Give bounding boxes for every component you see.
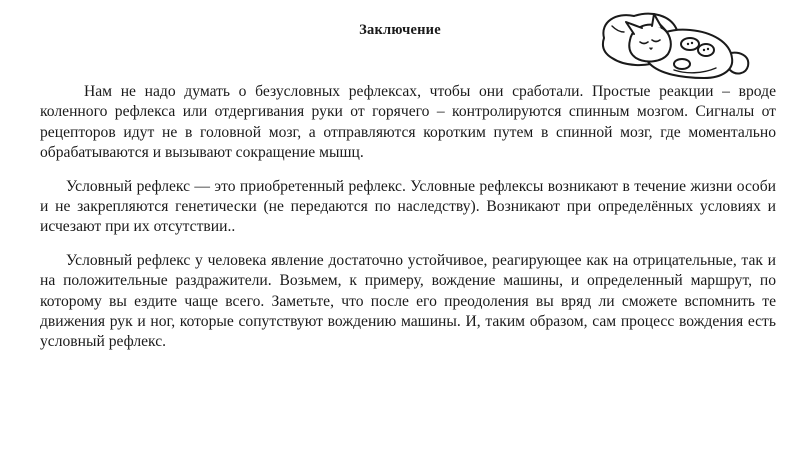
body-text bbox=[40, 82, 776, 353]
paragraph-conditioned-reflex-example: Условный рефлекс у человека явление достаточно устойчивое, реагирующее как на отрицательные, так и на положительные раздражители. Возьмем, к примеру, вождение машины, и определенный маршрут, по которому вы ездите чаще всего. Заметьте, что после его преодоления вы вряд ли сможете вспомнить те движения рук и ног, которые сопутствуют вождению машины. И, таким образом, сам процесс вождения есть условный рефлекс. bbox=[40, 251, 776, 351]
paragraph-unconditioned-reflexes: Нам не надо думать о безусловных рефлексах, чтобы они сработали. Простые реакции – вроде коленного рефлекса или отдергивания руки от горячего – контролируются спинным мозгом. Сигналы от рецепторов идут не в головной мозг, а отправляются коротким путем в спинной мозг, где моментально обрабатываются и вызывают сокращение мышц. bbox=[40, 83, 776, 162]
page-title: Заключение bbox=[359, 22, 441, 38]
sleeping-cat-icon bbox=[590, 4, 760, 84]
paragraph-conditioned-reflex-definition: Условный рефлекс — это приобретенный рефлекс. Условные рефлексы возникают в течение жизни особи и не закрепляются генетически (не передаются по наследству). Возникают при определённых условиях и исчезают при их отсутствии.. bbox=[40, 177, 776, 236]
